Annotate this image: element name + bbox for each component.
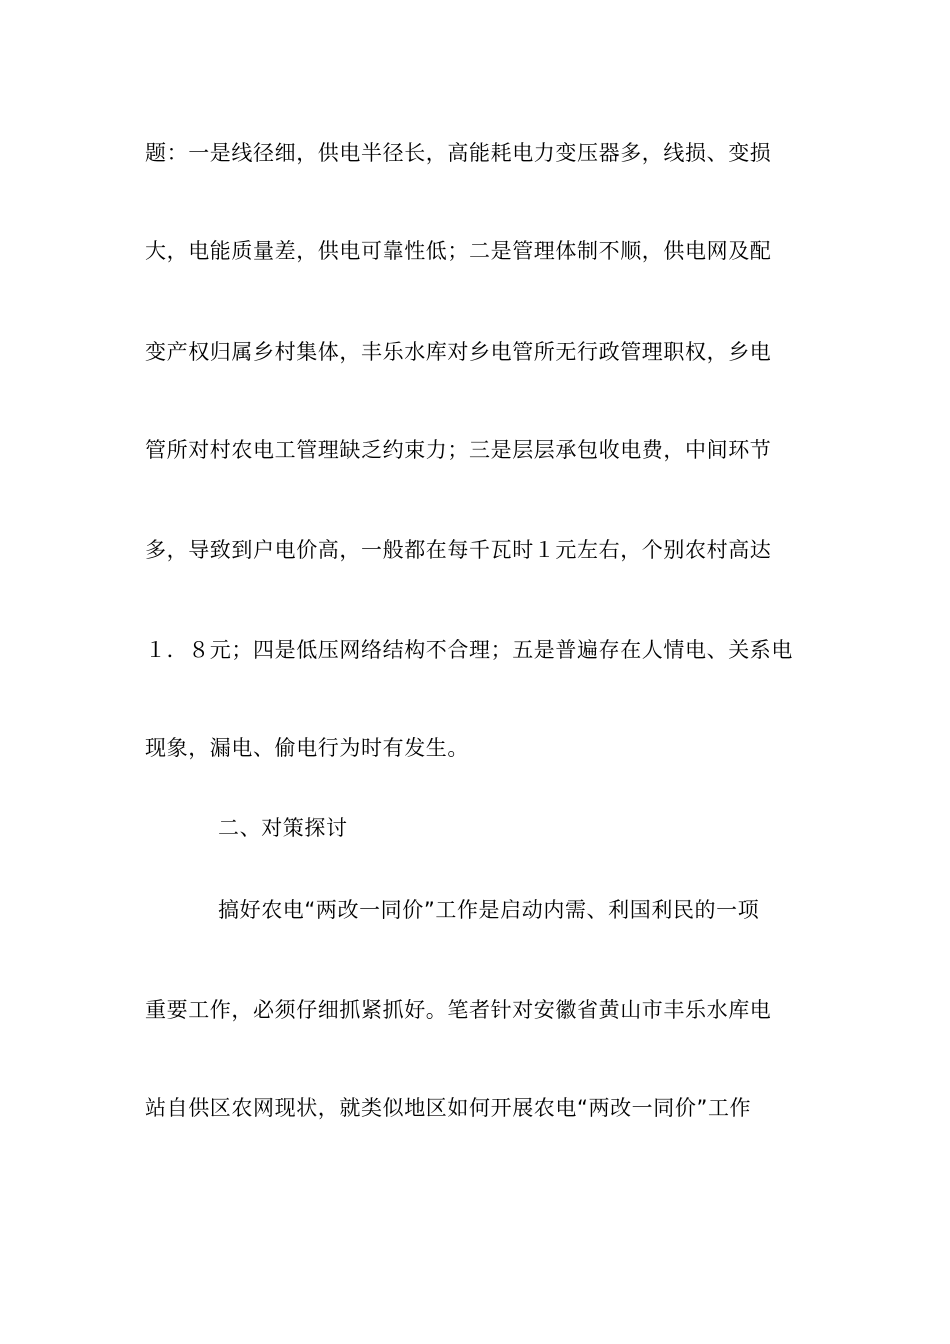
paragraph-line: 管所对村农电工管理缺乏约束力；三是层层承包收电费，中间环节 xyxy=(145,438,772,462)
paragraph-line: 搞好农电“两改一同价”工作是启动内需、利国利民的一项 xyxy=(218,898,760,922)
section-heading: 二、对策探讨 xyxy=(218,816,348,840)
paragraph-line: 现象，漏电、偷电行为时有发生。 xyxy=(145,736,469,760)
paragraph-line: 站自供区农网现状，就类似地区如何开展农电“两改一同价”工作 xyxy=(145,1096,752,1120)
paragraph-line: 题：一是线径细，供电半径长，高能耗电力变压器多，线损、变损 xyxy=(145,141,772,165)
paragraph-line: 多，导致到户电价高，一般都在每千瓦时１元左右，个别农村高达 xyxy=(145,538,772,562)
paragraph-line: １．８元；四是低压网络结构不合理；五是普遍存在人情电、关系电 xyxy=(145,638,793,662)
paragraph-line: 变产权归属乡村集体，丰乐水库对乡电管所无行政管理职权，乡电 xyxy=(145,340,772,364)
paragraph-line: 重要工作，必须仔细抓紧抓好。笔者针对安徽省黄山市丰乐水库电 xyxy=(145,998,772,1022)
paragraph-line: 大，电能质量差，供电可靠性低；二是管理体制不顺，供电网及配 xyxy=(145,239,772,263)
